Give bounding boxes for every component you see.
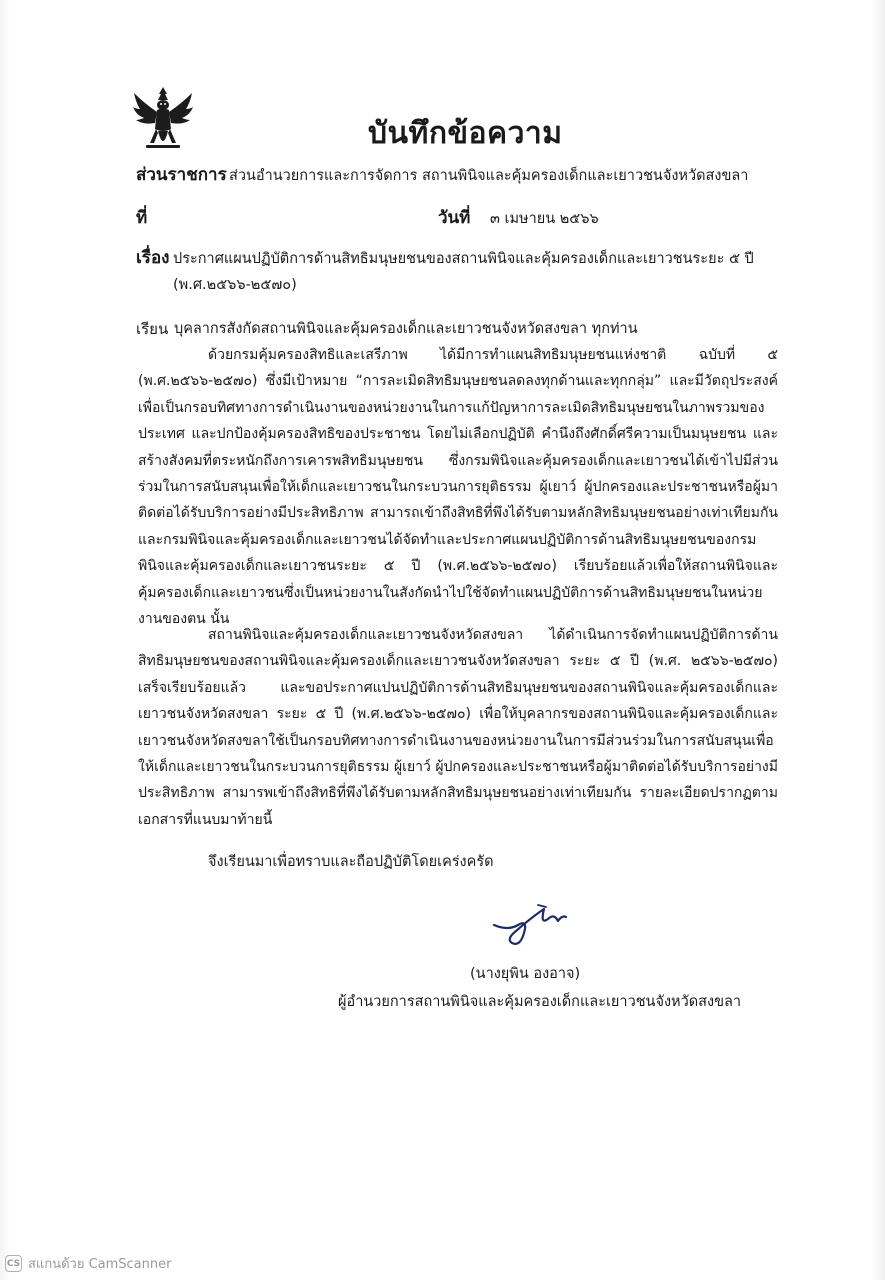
department-value: ส่วนอำนวยการและการจัดการ สถานพินิจและคุ้มครองเด็กและเยาวชนจังหวัดสงขลา bbox=[229, 168, 749, 184]
signatory-name: (นางยุพิน องอาจ) bbox=[470, 966, 581, 982]
to-label: เรียน bbox=[136, 320, 169, 338]
garuda-emblem-icon bbox=[128, 85, 198, 155]
reference-label: ที่ bbox=[136, 208, 148, 228]
body-paragraph-2: สถานพินิจและคุ้มครองเด็กและเยาวชนจังหวัดสงขลา ได้ดำเนินการจัดทำแผนปฏิบัติการด้านสิทธิมนุษยชนของสถานพินิจและคุ้มครองเด็กและเยาวชนจังหวัดสงขลา ระยะ ๕ ปี (พ.ศ. ๒๕๖๖-๒๕๗๐) เสร็จเรียบร้อยแล้ว และขอประกาศแปนปฏิบัติการด้านสิทธิมนุษยชนของสถานพินิจและคุ้มครองเด็กและเยาวชนจังหวัดสงขลา ระยะ ๕ ปี (พ.ศ.๒๕๖๖-๒๕๗๐) เพื่อให้บุคลากรของสถานพินิจและคุ้มครองเด็กและเยาวชนจังหวัดสงขลาใช้เป็นกรอบทิศทางการดำเนินงานของหน่วยงานในการมีส่วนร่วมในการสนับสนุนเพื่อให้เด็กและเยาวชนในกระบวนการยุติธรรม ผู้เยาว์ ผู้ปกครองและประชาชนหรือผู้มาติดต่อได้รับบริการอย่างมีประสิทธิภาพ สามารพเข้าถึงสิทธิที่พึงได้รับตามหลักสิทธิมนุษยชนอย่างเท่าเทียมกัน รายละเอียดปรากฏตามเอกสารที่แนบมาท้ายนี้ bbox=[138, 627, 778, 828]
to-value: บุคลากรสังกัดสถานพินิจและคุ้มครองเด็กและเยาวชนจังหวัดสงขลา ทุกท่าน bbox=[174, 321, 638, 337]
subject-line-2: (พ.ศ.๒๕๖๖-๒๕๗๐) bbox=[173, 277, 297, 293]
subject-line-1: ประกาศแผนปฏิบัติการด้านสิทธิมนุษยชนของสถานพินิจและคุ้มครองเด็กและเยาวชนระยะ ๕ ปี bbox=[173, 251, 754, 267]
scanner-watermark-text: สแกนด้วย CamScanner bbox=[28, 1257, 172, 1272]
memo-title: บันทึกข้อความ bbox=[368, 116, 563, 151]
signatory-position: ผู้อำนวยการสถานพินิจและคุ้มครองเด็กและเยาวชนจังหวัดสงขลา bbox=[338, 994, 742, 1010]
closing-line: จึงเรียนมาเพื่อทราบและถือปฏิบัติโดยเคร่งครัด bbox=[208, 854, 494, 870]
camscanner-logo-icon: CS bbox=[5, 1255, 22, 1272]
subject-label: เรื่อง bbox=[136, 248, 170, 268]
scanner-watermark bbox=[5, 1253, 171, 1274]
date-label: วันที่ bbox=[438, 208, 471, 228]
department-label: ส่วนราชการ bbox=[136, 165, 227, 185]
date-value: ๓ เมษายน ๒๕๖๖ bbox=[490, 211, 599, 227]
handwritten-signature-icon bbox=[488, 895, 578, 955]
body-paragraph-1: ด้วยกรมคุ้มครองสิทธิและเสรีภาพ ได้มีการทำแผนสิทธิมนุษยชนแห่งชาติ ฉบับที่ ๕ (พ.ศ.๒๕๖๖-๒๕๗๐) ซึ่งมีเป้าหมาย “การละเมิดสิทธิมนุษยชนลดลงทุกด้านและทุกกลุ่ม” และมีวัตถุประสงค์เพื่อเป็นกรอบทิศทางการดำเนินงานของหน่วยงานในการแก้ปัญหาการละเมิดสิทธิมนุษยชนในภาพรวมของประเทศ และปกป้องคุ้มครองสิทธิของประชาชน โดยไม่เลือกปฏิบัติ คำนึงถึงศักดิ์ศรีความเป็นมนุษยชน และสร้างสังคมที่ตระหนักถึงการเคารพสิทธิมนุษยชน ซึ่งกรมพินิจและคุ้มครองเด็กและเยาวชนได้เข้าไปมีส่วนร่วมในการสนับสนุนเพื่อให้เด็กและเยาวชนในกระบวนการยุติธรรม ผู้เยาว์ ผู้ปกครองและประชาชนหรือผู้มาติดต่อได้รับบริการอย่างมีประสิทธิภาพ สามารถเข้าถึงสิทธิที่พึงได้รับตามหลักสิทธิมนุษยชนอย่างเท่าเทียมกัน และกรมพินิจและคุ้มครองเด็กและเยาวชนได้จัดทำและประกาศแผนปฏิบัติการด้านสิทธิมนุษยชนของกรมพินิจและคุ้มครองเด็กและเยาวชนระยะ ๕ ปี (พ.ศ.๒๕๖๖-๒๕๗๐) เรียบร้อยแล้วเพื่อให้สถานพินิจและคุ้มครองเด็กและเยาวชนซึ่งเป็นหน่วยงานในสังกัดนำไปใช้จัดทำแผนปฏิบัติการด้านสิทธิมนุษยชนในหน่วยงานของตน นั้น bbox=[138, 347, 778, 628]
